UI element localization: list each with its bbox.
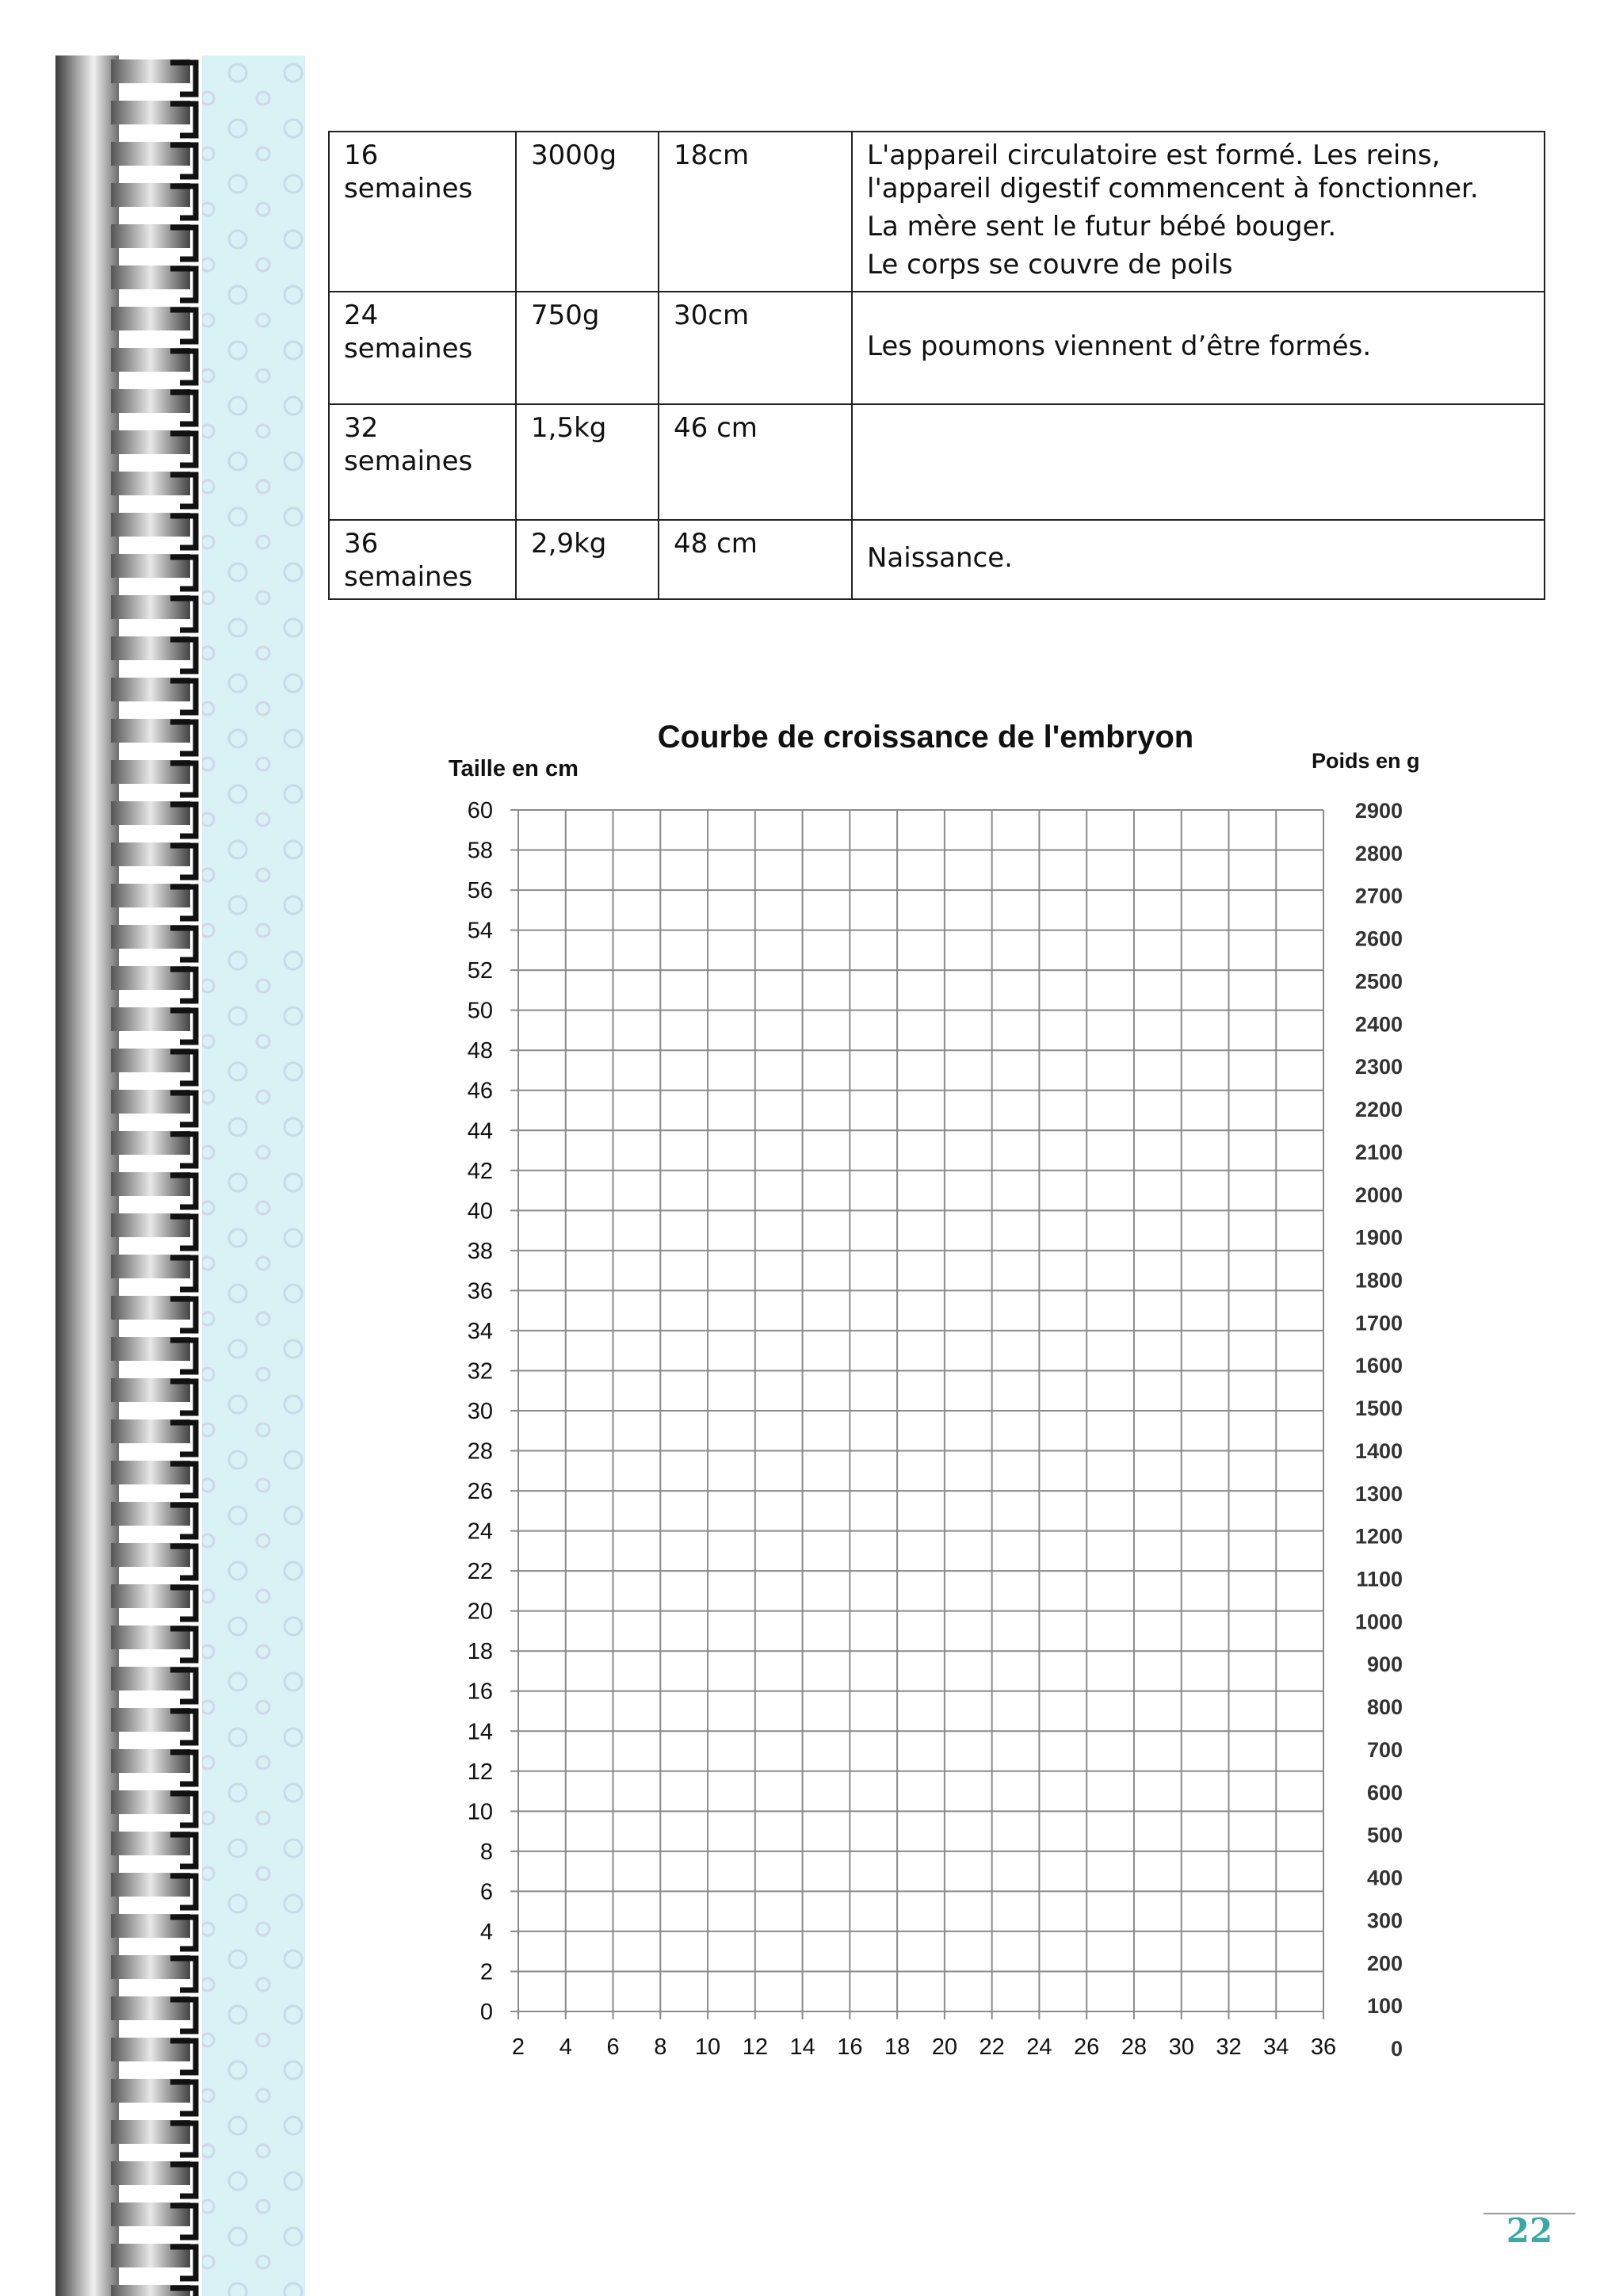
y-right-tick-label: 1800	[1354, 1268, 1403, 1293]
age-cell: 16 semaines	[329, 132, 516, 292]
description-cell	[852, 132, 1545, 292]
y-right-tick-label: 0	[1390, 2037, 1403, 2061]
y-right-tick-label: 1000	[1354, 1610, 1403, 1634]
description-line: Les poumons viennent d’être formés.	[867, 330, 1372, 362]
x-tick-label: 8	[654, 2034, 667, 2060]
y-left-tick-label: 0	[479, 2000, 493, 2025]
description-line: Le corps se couvre de poils	[867, 249, 1233, 281]
description-line: Naissance.	[867, 542, 1013, 574]
y-right-tick-label: 900	[1366, 1652, 1403, 1677]
y-right-tick-label: 2800	[1354, 841, 1403, 865]
y-left-tick-label: 16	[467, 1679, 493, 1705]
table-row	[329, 132, 1545, 292]
height-cell: 18cm	[659, 132, 852, 292]
y-right-tick-label: 600	[1366, 1780, 1403, 1805]
y-left-tick-label: 4	[479, 1919, 493, 1945]
weight-cell: 1,5kg	[516, 404, 659, 520]
x-tick-label: 36	[1310, 2034, 1337, 2060]
x-tick-label: 14	[789, 2034, 815, 2060]
y-right-tick-label: 800	[1366, 1695, 1403, 1720]
x-tick-label: 24	[1026, 2034, 1052, 2060]
table-row	[329, 292, 1545, 404]
y-right-axis-label: Poids en g	[1312, 749, 1420, 773]
y-left-tick-label: 44	[467, 1118, 493, 1144]
chart-title: Courbe de croissance de l'embryon	[657, 720, 1194, 755]
x-tick-label: 10	[694, 2034, 721, 2060]
x-tick-label: 22	[979, 2034, 1005, 2060]
y-right-tick-label: 1500	[1354, 1396, 1403, 1421]
height-cell: 48 cm	[659, 520, 852, 599]
y-left-tick-label: 20	[467, 1599, 493, 1625]
x-tick-label: 32	[1216, 2034, 1242, 2060]
age-cell: 32 semaines	[329, 404, 516, 520]
x-tick-label: 18	[884, 2034, 911, 2060]
y-left-tick-label: 40	[467, 1198, 493, 1224]
y-right-tick-label: 700	[1366, 1737, 1403, 1762]
y-left-tick-label: 30	[467, 1399, 493, 1424]
y-right-tick-labels	[1355, 799, 1403, 2061]
y-right-tick-label: 200	[1366, 1951, 1403, 1976]
y-right-tick-label: 2200	[1354, 1098, 1403, 1122]
x-tick-label: 16	[837, 2034, 863, 2060]
y-right-tick-label: 400	[1366, 1866, 1403, 1890]
y-right-tick-label: 2400	[1354, 1012, 1403, 1037]
y-left-tick-label: 56	[467, 878, 493, 904]
y-left-tick-label: 6	[479, 1879, 493, 1905]
y-right-tick-label: 1600	[1354, 1354, 1403, 1378]
y-left-tick-label: 28	[467, 1438, 493, 1465]
y-left-tick-label: 12	[467, 1759, 493, 1785]
x-tick-label: 20	[931, 2034, 958, 2060]
y-left-tick-label: 42	[467, 1158, 493, 1184]
y-left-tick-label: 46	[467, 1078, 493, 1104]
y-left-tick-label: 36	[467, 1278, 493, 1305]
development-table	[328, 131, 1545, 600]
y-left-tick-label: 26	[467, 1479, 493, 1505]
x-tick-label: 4	[559, 2034, 572, 2060]
y-left-tick-label: 14	[467, 1719, 493, 1745]
x-tick-label: 6	[606, 2034, 620, 2060]
y-left-tick-label: 54	[467, 918, 493, 944]
y-right-tick-label: 1400	[1354, 1438, 1403, 1463]
y-left-tick-label: 60	[467, 798, 493, 823]
description-line: L'appareil circulatoire est formé. Les reins, l'appareil digestif commencent à fonctionner.	[867, 139, 1479, 204]
y-right-tick-label: 2500	[1354, 969, 1403, 994]
growth-chart	[412, 705, 1458, 2100]
height-cell: 46 cm	[659, 404, 852, 520]
weight-cell: 750g	[516, 292, 659, 404]
y-left-tick-label: 34	[467, 1318, 493, 1344]
y-right-tick-label: 2000	[1354, 1182, 1403, 1207]
y-left-tick-label: 10	[467, 1799, 493, 1825]
y-right-tick-label: 1200	[1354, 1524, 1403, 1549]
x-tick-label: 26	[1074, 2034, 1100, 2060]
weight-cell: 2,9kg	[516, 520, 659, 599]
description-line: La mère sent le futur bébé bouger.	[867, 211, 1337, 243]
table-row	[329, 404, 1545, 520]
y-left-axis-label: Taille en cm	[449, 756, 579, 781]
y-right-tick-label: 2600	[1354, 926, 1403, 951]
y-left-tick-label: 52	[467, 958, 493, 984]
y-right-tick-label: 500	[1366, 1823, 1403, 1847]
y-left-tick-label: 58	[467, 838, 493, 864]
table-row	[329, 520, 1545, 599]
description-cell	[852, 292, 1545, 404]
y-left-tick-label: 32	[467, 1358, 493, 1385]
x-tick-label: 34	[1263, 2034, 1289, 2060]
description-cell	[852, 404, 1545, 520]
y-left-tick-label: 8	[479, 1839, 493, 1865]
y-left-tick-label: 2	[479, 1959, 493, 1985]
height-cell: 30cm	[659, 292, 852, 404]
x-tick-label: 30	[1168, 2034, 1194, 2060]
description-cell	[852, 520, 1545, 599]
y-left-tick-label: 24	[467, 1519, 493, 1545]
y-right-tick-label: 1300	[1354, 1481, 1403, 1506]
y-left-tick-label: 22	[467, 1559, 493, 1585]
chart-grid	[510, 810, 1323, 2019]
y-left-tick-label: 50	[467, 998, 493, 1024]
y-right-tick-label: 2700	[1354, 884, 1403, 908]
x-tick-labels	[512, 2034, 1336, 2060]
y-left-tick-label: 48	[467, 1038, 493, 1064]
y-left-tick-labels	[468, 798, 493, 2025]
y-right-tick-label: 2900	[1354, 799, 1403, 823]
page-number: 22	[1506, 2211, 1553, 2250]
weight-cell: 3000g	[516, 132, 659, 292]
y-right-tick-label: 1700	[1354, 1311, 1403, 1335]
y-right-tick-label: 300	[1366, 1908, 1403, 1933]
age-cell: 24 semaines	[329, 292, 516, 404]
y-left-tick-label: 38	[467, 1238, 493, 1264]
x-tick-label: 2	[511, 2034, 525, 2060]
y-left-tick-label: 18	[467, 1639, 493, 1665]
y-right-tick-label: 100	[1366, 1994, 1403, 2019]
y-right-tick-label: 2300	[1354, 1055, 1403, 1079]
y-right-tick-label: 1900	[1354, 1225, 1403, 1250]
x-tick-label: 12	[742, 2034, 768, 2060]
x-tick-label: 28	[1121, 2034, 1148, 2060]
y-right-tick-label: 2100	[1354, 1140, 1403, 1164]
binder-spiral-decoration	[0, 0, 305, 2296]
age-cell: 36 semaines	[329, 520, 516, 599]
y-right-tick-label: 1100	[1356, 1567, 1403, 1591]
